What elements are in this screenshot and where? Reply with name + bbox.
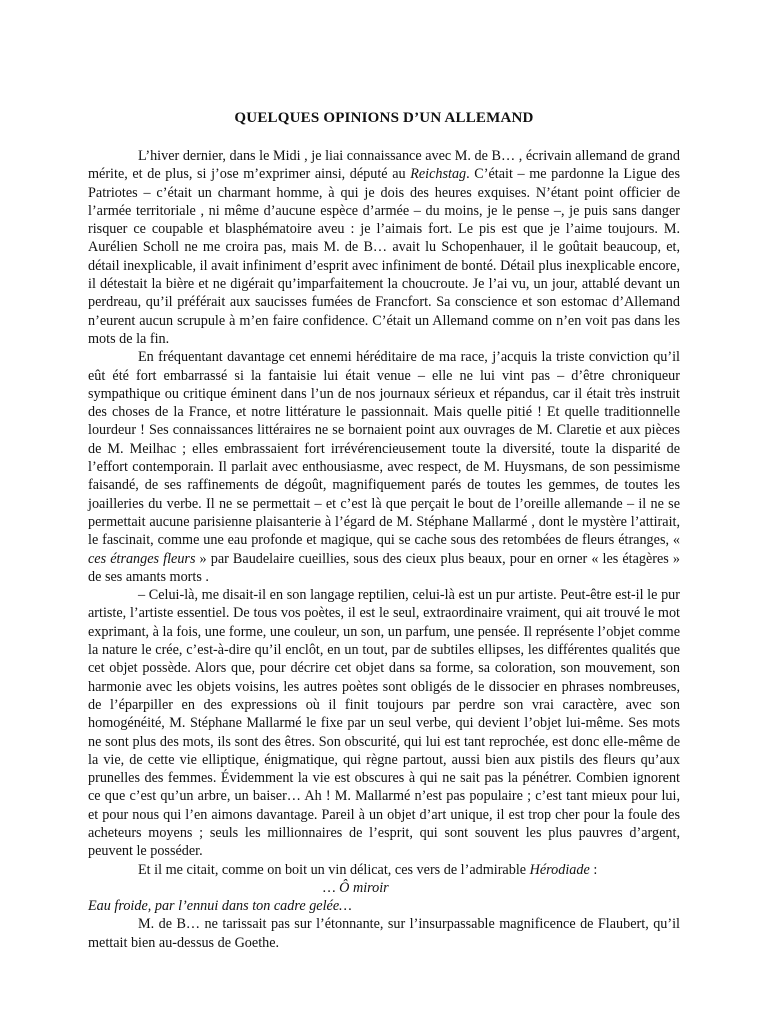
paragraph-1 <box>88 147 680 348</box>
verse-line-2: Eau froide, par l’ennui dans ton cadre gelée… <box>88 898 352 915</box>
paragraph-1-text-a: L’hiver dernier, dans le Midi , je liai connaissance avec M. de B… , écrivain allemand de grand mérite, et de plus, si j’ose m’exprimer ainsi, député au <box>88 148 680 183</box>
document-page <box>88 110 680 952</box>
document-title: QUELQUES OPINIONS D’UN ALLEMAND <box>234 110 534 126</box>
paragraph-3: – Celui-là, me disait-il en son langage reptilien, celui-là est un pur artiste. Peut-être est-il le pur artiste, l’artiste essentiel. De tous vos poètes, il est le seul, extraordinaire vraiment, qui ait trouvé le mot exprimant, à la fois, une forme, une couleur, un son, un parfum, une pensée. Il représente l’objet comme la nature le crée, c’est-à-dire qu’il enclôt, en un tout, par de subtiles ellipses, les différentes qualités que cet objet possède. Alors que, pour décrire cet objet dans sa forme, sa coloration, son mouvement, son harmonie avec les objets voisins, les autres poètes sont obligés de le dissocier en phrases nombreuses, de l’éparpiller en des expressions où il finit toujours par perdre son vrai caractère, avec son homogénéité, M. Stéphane Mallarmé le fixe par un seul verbe, qui devient l’objet lui-même. Ses mots ne sont plus des mots, ils sont des êtres. Son obscurité, qui lui est tant reprochée, est donc elle-même de la vie, de cette vie elliptique, énigmatique, qui règne partout, aussi bien aux pistils des fleurs qu’aux prunelles des femmes. Évidemment la vie est obscures à qui ne sait pas la pénétrer. Combien ignorent ce que c’est qu’un arbre, un baiser… Ah ! M. Mallarmé n’est pas populaire ; c’est tant mieux pour lui, et pour nous qui l’en aimons davantage. Pareil à un objet d’art unique, il est trop cher pour la foule des acheteurs moyens ; seuls les millionnaires de l’esprit, qui sont souvent les plus pauvres d’argent, peuvent le posséder. <box>88 587 680 860</box>
etranges-fleurs-italic: ces étranges fleurs <box>88 550 196 567</box>
paragraph-2-text-a: En fréquentant davantage cet ennemi héréditaire de ma race, j’acquis la triste conviction qu’il eût été fort embarrassé si la fantaisie lui était venue – elle ne lui vint pas – d’être chroniqueur sympathique ou critique éminent dans l’un de nos journaux sérieux et répandus, car il était très instruit des choses de la France, et notre littérature le passionnait. Mais quelle pitié ! Et quelle traditionnelle lourdeur ! Ses connaissances littéraires ne se bornaient point aux ouvrages de M. Claretie et aux pièces de M. Meilhac ; elles embrassaient fort irrévérencieusement toute la diversité, toute la disparité de l’effort contemporain. Il parlait avec enthousiasme, avec respect, de M. Huysmans, de son pessimisme faisandé, de ses raffinements de dégoût, magnifiquement parés de toutes les gemmes, de toutes les joailleries du verbe. Il ne se permettait – et c’est là que perçait le bout de l’oreille allemande – il ne se permettait aucune parisienne plaisanterie à l’égard de M. Stéphane Mallarmé , dont le mystère l’attirait, le fascinait, comme une eau profonde et magique, qui se cache sous des retombées de fleurs étranges, « <box>88 349 680 549</box>
herodiade-italic: Hérodiade <box>529 861 590 878</box>
paragraph-4 <box>88 861 680 879</box>
paragraph-1-text-b: . C’était – me pardonne la Ligue des Patriotes – c’était un charmant homme, à qui je dois des heures exquises. N’étant point officier de l’armée territoriale , ni même d’aucune espèce d’armée – du moins, je le pense –, je puis sans danger risquer ce coupable et blasphématoire aveu : je l’aimais fort. Le pis est que je l’aime toujours. M. Aurélien Scholl ne me croira pas, mais M. de B… avait lu Schopenhauer, il le goûtait beaucoup, et, détail inexplicable, il avait infiniment d’esprit avec infiniment de bonté. Détail plus inexplicable encore, il détestait la bière et ne digérait qu’imparfaitement la choucroute. Je l’ai vu, un jour, attablé devant un perdreau, qu’il préférait aux saucisses fumées de Francfort. Sa conscience et son estomac d’Allemand n’eurent aucun scrupule à m’en faire confidence. C’était un Allemand comme on n’en voit pas dans les mots de la fin. <box>88 166 680 347</box>
paragraph-4-text-a: Et il me citait, comme on boit un vin délicat, ces vers de l’admirable <box>138 861 530 878</box>
paragraph-2-text-b: » par Baudelaire cueillies, sous des cieux plus beaux, pour en orner « les étagères » de ses amants morts . <box>88 550 680 585</box>
paragraph-5: M. de B… ne tarissait pas sur l’étonnante, sur l’insurpassable magnificence de Flaubert, qu’il mettait bien au-dessus de Goethe. <box>88 916 680 951</box>
verse-line-1: … Ô miroir <box>323 879 389 896</box>
paragraph-2 <box>88 348 680 586</box>
reichstag-italic: Reichstag <box>410 166 467 183</box>
paragraph-4-text-b: : <box>589 861 598 878</box>
